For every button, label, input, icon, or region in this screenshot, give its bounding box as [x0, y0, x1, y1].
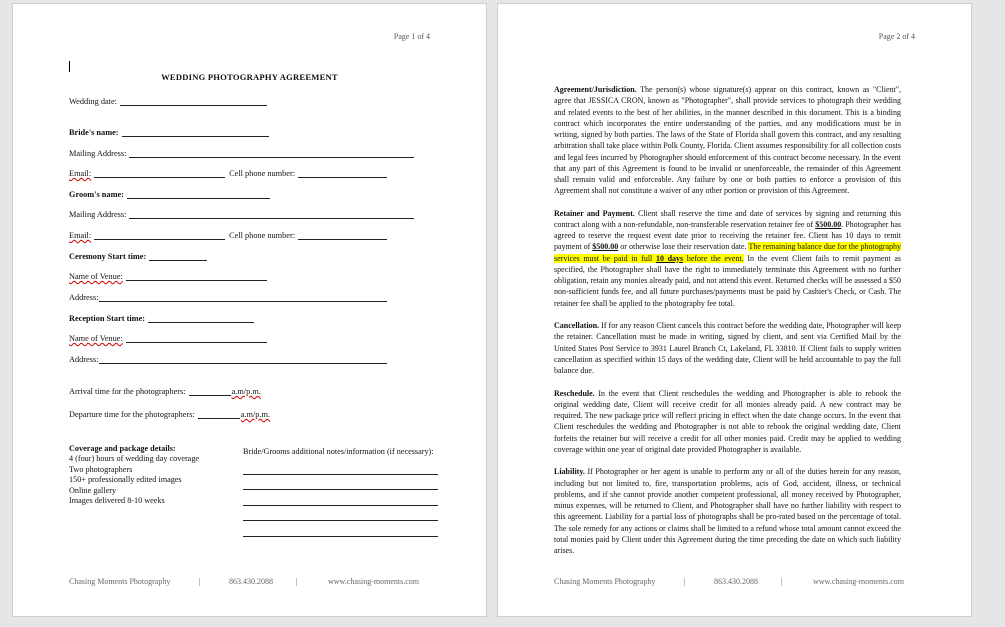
mailing-address-label: Mailing Address:: [69, 210, 127, 219]
contract-body: [554, 84, 901, 567]
arrival-time-blank[interactable]: [189, 387, 231, 396]
cell-phone-blank[interactable]: [298, 169, 387, 178]
coverage-item: Images delivered 8-10 weeks: [69, 496, 165, 506]
reschedule-paragraph: [554, 388, 901, 456]
coverage-section: [69, 444, 199, 506]
mailing-address-blank[interactable]: [129, 210, 414, 219]
notes-line[interactable]: [243, 489, 438, 490]
wedding-date-label: Wedding date:: [69, 97, 117, 106]
cell-phone-label: Cell phone number:: [229, 169, 296, 178]
departure-time-label: Departure time for the photographers:: [69, 410, 195, 419]
coverage-item: 4 (four) hours of wedding day coverage: [69, 454, 200, 464]
brides-name-label: Bride's name:: [69, 128, 119, 137]
grooms-name-label: Groom's name:: [69, 190, 124, 199]
notes-line[interactable]: [243, 520, 438, 521]
grooms-name-field[interactable]: [69, 190, 270, 199]
departure-time-blank[interactable]: [198, 410, 240, 419]
email-blank[interactable]: [94, 231, 225, 240]
retainer-text: Client shall reserve the time and date of services by signing and returning this contract along with a non-refundable, non-transferable reservation retainer fee of: [554, 208, 902, 229]
retainer-heading: Retainer and Payment.: [554, 208, 635, 218]
grooms-email-field[interactable]: [69, 231, 387, 240]
footer-separator: |: [296, 577, 298, 586]
brides-email-field[interactable]: [69, 169, 387, 178]
venue-label: Name of Venue:: [69, 334, 123, 343]
reschedule-heading: Reschedule.: [554, 388, 595, 398]
ceremony-start-field[interactable]: [69, 252, 207, 261]
coverage-item: Online gallery: [69, 485, 117, 495]
footer-website[interactable]: www.chasing-moments.com: [328, 577, 420, 586]
footer-company: Chasing Moments Photography: [554, 577, 656, 586]
liability-text: If Photographer or her agent is unable to perform any or all of the duties herein for any reason, including but not limited to, fire, transportation problems, acts of God, accident, illness, or technical problems, and if she cannot provide another competent professional, all money received by Photographer, minus expenses, will be returned to Client, and Photographer shall have no further liability with respect to this agreement. Liability for a partial loss of photographs shall be pro-rated based on the percentage of total. The sole remedy for any actions or claims shall be limited to a refund whose total amount cannot exceed the total monies paid by Client under this Agreement during the time preceding the date on which such liability arises.: [554, 467, 901, 555]
arrival-time-label: Arrival time for the photographers:: [69, 387, 186, 396]
arrival-time-field[interactable]: [69, 387, 261, 396]
mailing-address-blank[interactable]: [129, 149, 414, 158]
notes-label: Bride/Grooms additional notes/information (if necessary):: [243, 447, 434, 456]
brides-mailing-address-field[interactable]: [69, 149, 414, 158]
page-number: Page 2 of 4: [878, 32, 915, 41]
ampm-label: a.m/p.m.: [240, 410, 271, 419]
email-blank[interactable]: [94, 169, 225, 178]
cell-phone-label: Cell phone number:: [229, 231, 296, 240]
cancellation-paragraph: [554, 320, 901, 376]
reception-start-field[interactable]: [69, 314, 254, 323]
highlighted-days: 10 days: [655, 253, 684, 263]
grooms-name-blank[interactable]: [127, 190, 270, 199]
retainer-paragraph: [554, 208, 901, 309]
retainer-text: or otherwise lose their reservation date.: [618, 242, 749, 252]
agreement-text: The person(s) whose signature(s) appear on this contract, known as "Client", agree that JESSICA CRON, known as "Photographer", shall provide services to photograph their wedding and related events to the best of her abilities, in the manner described in this document. This is a binding contract which incorporates the entire understanding of the parties, and any modifications must be in writing, signed by both parties. The laws of the State of Florida shall govern this contract, and any resulting arbitration shall take place within Polk County, Florida. Client assumes responsibility for all collection costs and legal fees incurred by Photographer should enforcement of this contract become necessary. In the event that any part of this Agreement is found to be invalid or unenforceable, the remainder of this Agreement shall remain valid and enforceable. Any failure by one or both parties to enforce a provision of this Agreement shall not constitute a waiver of any other portion or provision of this Agreement.: [554, 85, 901, 196]
address-label: Address:: [69, 293, 99, 302]
cancellation-text: If for any reason Client cancels this contract before the wedding date, Photographer will keep the retainer. Cancellation must be made in writing, signed by client, and sent via Certified Mail by the United States Post Service to 3931 Laurel Branch Ct, Lakeland, FL 33810. If Client fails to supply written cancellation as specified within 15 days of the wedding date, Client will be held accountable to pay the full balance due.: [554, 321, 901, 376]
footer-phone: 863.430.2088: [229, 577, 273, 586]
agreement-paragraph: [554, 84, 901, 197]
footer-separator: |: [199, 577, 201, 586]
wedding-date-field[interactable]: [69, 97, 267, 106]
reception-address-field[interactable]: [69, 355, 387, 364]
coverage-item: Two photographers: [69, 464, 133, 474]
document-page-1: [12, 3, 487, 617]
cell-phone-blank[interactable]: [298, 231, 387, 240]
liability-heading: Liability.: [554, 467, 585, 477]
ceremony-start-blank[interactable]: [149, 252, 207, 261]
page-footer: [69, 577, 430, 586]
reception-start-blank[interactable]: [148, 314, 254, 323]
coverage-heading: Coverage and package details:: [69, 444, 176, 453]
liability-paragraph: [554, 466, 901, 556]
address-label: Address:: [69, 355, 99, 364]
retainer-amount: $500.00: [815, 219, 842, 229]
reception-venue-field[interactable]: [69, 334, 267, 343]
footer-separator: |: [684, 577, 686, 586]
footer-company: Chasing Moments Photography: [69, 577, 171, 586]
payment-amount: $500.00: [592, 242, 619, 252]
ceremony-venue-field[interactable]: [69, 272, 267, 281]
footer-website[interactable]: www.chasing-moments.com: [813, 577, 905, 586]
grooms-mailing-address-field[interactable]: [69, 210, 414, 219]
notes-line[interactable]: [243, 474, 438, 475]
page-footer: [554, 577, 915, 586]
venue-blank[interactable]: [126, 334, 267, 343]
mailing-address-label: Mailing Address:: [69, 149, 127, 158]
venue-blank[interactable]: [126, 272, 267, 281]
footer-phone: 863.430.2088: [714, 577, 758, 586]
address-blank[interactable]: [99, 355, 387, 364]
cancellation-heading: Cancellation.: [554, 321, 600, 331]
text-cursor: [69, 61, 70, 72]
ampm-label: a.m/p.m.: [231, 387, 261, 396]
highlighted-text: The remaining balance due for the photography services must be paid in full: [554, 242, 901, 263]
agreement-heading: Agreement/Jurisdiction.: [554, 85, 637, 94]
document-page-2: [497, 3, 972, 617]
notes-line[interactable]: [243, 505, 438, 506]
email-label: Email:: [69, 231, 92, 240]
brides-name-blank[interactable]: [122, 128, 269, 137]
coverage-item: 150+ professionally edited images: [69, 475, 182, 485]
document-title: WEDDING PHOTOGRAPHY AGREEMENT: [161, 72, 338, 82]
departure-time-field[interactable]: [69, 410, 270, 419]
address-blank[interactable]: [99, 293, 387, 302]
ceremony-address-field[interactable]: [69, 293, 387, 302]
retainer-text: In the event Client fails to remit payment as specified, the Photographer shall have the right to immediately terminate this Agreement with no further obligation, retain any monies already paid, and not attend this event. Returned checks will be assessed a $50 non-sufficient funds fee, and all future purchases/payments must be paid by Cashier's Check, or Cash. The retainer fee shall be applied to the photography fee total.: [554, 253, 902, 308]
venue-label: Name of Venue:: [69, 272, 123, 281]
footer-separator: |: [781, 577, 783, 586]
retainer-text: . Photographer has agreed to reserve the request event date prior to receiving the retainer fee. Client has 10 days to remit payment of: [554, 219, 901, 252]
email-label: Email:: [69, 169, 92, 178]
notes-line[interactable]: [243, 536, 438, 537]
wedding-date-blank[interactable]: [120, 97, 267, 106]
brides-name-field[interactable]: [69, 128, 269, 137]
reschedule-text: In the event that Client reschedules the wedding and Photographer is able to rebook the original wedding date, Client will receive credit for all monies already paid. A new contract may be required. The new package price will reflect pricing in effect when the date change occurs. In the event that Client reschedules the wedding and Photographer is not able to rebook the original wedding date, Client forfeits the retainer but will receive a credit for all other monies paid. Credit may be applied to wedding coverage within one year of original date provided Photographer is available.: [554, 388, 901, 454]
ceremony-start-label: Ceremony Start time:: [69, 252, 147, 261]
highlighted-text: before the event.: [683, 253, 744, 263]
page-number: Page 1 of 4: [393, 32, 430, 41]
reception-start-label: Reception Start time:: [69, 314, 146, 323]
